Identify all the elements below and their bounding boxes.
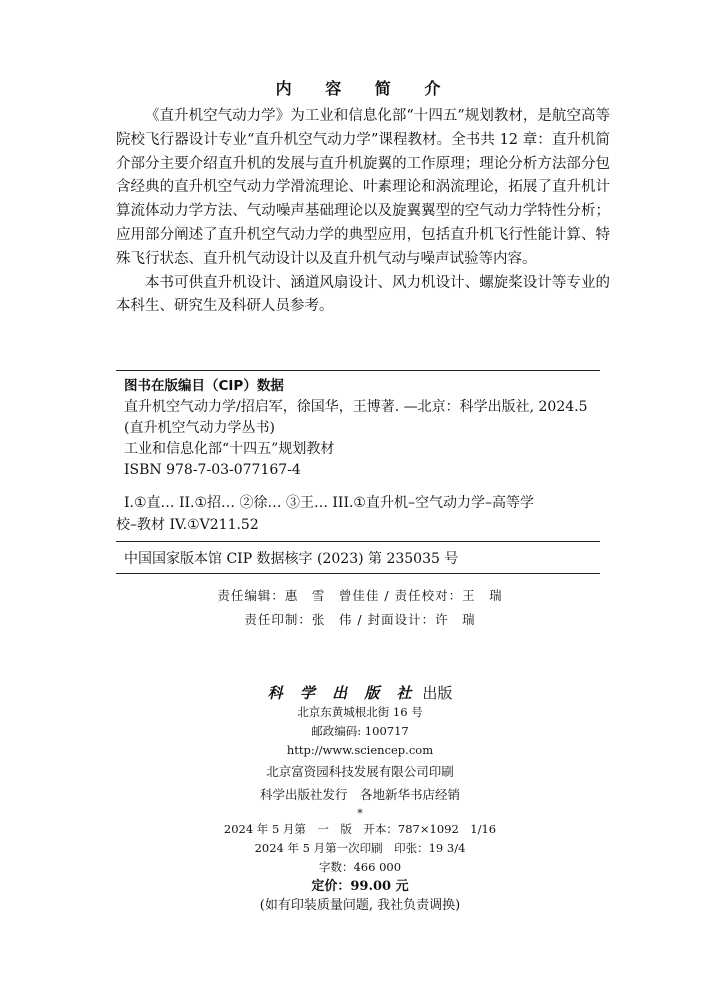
cip-series-line: (直升机空气动力学丛书) xyxy=(124,420,275,436)
publisher-line xyxy=(0,684,720,703)
publisher-name: 科 学 出 版 社 xyxy=(267,684,418,702)
printing-line: 2024 年 5 月第一次印刷 印张：19 3/4 xyxy=(254,841,466,855)
credits-line-2: 责任印制：张 伟 / 封面设计：许 瑞 xyxy=(244,612,476,627)
publisher-website: http://www.sciencep.com xyxy=(286,743,434,757)
word-count: 字数：466 000 xyxy=(318,860,402,874)
summary-paragraph-2: 本书可供直升机设计、涵道风扇设计、风力机设计、螺旋桨设计等专业的本科生、研究生及科研人员参考。 xyxy=(116,274,610,315)
separator-star: * xyxy=(357,806,363,820)
cip-classification xyxy=(116,492,616,536)
credits-line-1: 责任编辑：惠 雪 曾佳佳 / 责任校对：王 瑞 xyxy=(217,588,503,603)
book-summary xyxy=(116,105,610,319)
price: 定价：99.00 元 xyxy=(311,879,409,894)
cip-textbook-line: 工业和信息化部“十四五”规划教材 xyxy=(124,441,335,457)
cip-number: 中国国家版本馆 CIP 数据核字 (2023) 第 235035 号 xyxy=(124,551,459,567)
publisher-suffix: 出版 xyxy=(422,684,453,702)
page-title: 内 容 简 介 xyxy=(275,79,455,98)
cip-record xyxy=(116,376,616,481)
cip-heading: 图书在版编目（CIP）数据 xyxy=(124,378,284,394)
cip-bottom-rule xyxy=(116,573,600,574)
cip-middle-rule xyxy=(116,541,600,542)
publication-info xyxy=(0,684,720,915)
summary-paragraph-1: 《直升机空气动力学》为工业和信息化部“十四五”规划教材，是航空高等院校飞行器设计专业“直升机空气动力学”课程教材。全书共 12 章：直升机简介部分主要介绍直升机的发展与直升机旋翼的工作原理；理论分析方法部分包含经典的直升机空气动力学滑流理论、叶素理论和涡流理论，拓展了直升机计算流体动力学方法、气动噪声基础理论以及旋翼翼型的空气动力学特性分析；应用部分阐述了直升机空气动力学的典型应用，包括直升机飞行性能计算、特殊飞行状态、直升机气动设计以及直升机气动与噪声试验等内容。 xyxy=(116,108,610,267)
publisher-postcode: 邮政编码: 100717 xyxy=(311,724,409,738)
quality-notice: (如有印装质量问题, 我社负责调换) xyxy=(259,898,461,913)
edition-line: 2024 年 5 月第 一 版 开本：787×1092 1/16 xyxy=(223,822,497,836)
classification-line-2: 校–教材 IV.①V211.52 xyxy=(116,517,259,533)
publisher-address: 北京东黄城根北街 16 号 xyxy=(297,705,423,719)
classification-line-1: I.①直… II.①招… ②徐… ③王… III.①直升机–空气动力学–高等学 xyxy=(124,495,534,511)
printer-line: 北京富资园科技发展有限公司印刷 xyxy=(266,764,454,779)
cip-title-line: 直升机空气动力学/招启军，徐国华，王博著. —北京：科学出版社, 2024.5 xyxy=(124,399,588,415)
cip-top-rule xyxy=(116,370,600,371)
distribution-line: 科学出版社发行 各地新华书店经销 xyxy=(259,787,460,802)
cip-isbn: ISBN 978-7-03-077167-4 xyxy=(124,462,301,478)
